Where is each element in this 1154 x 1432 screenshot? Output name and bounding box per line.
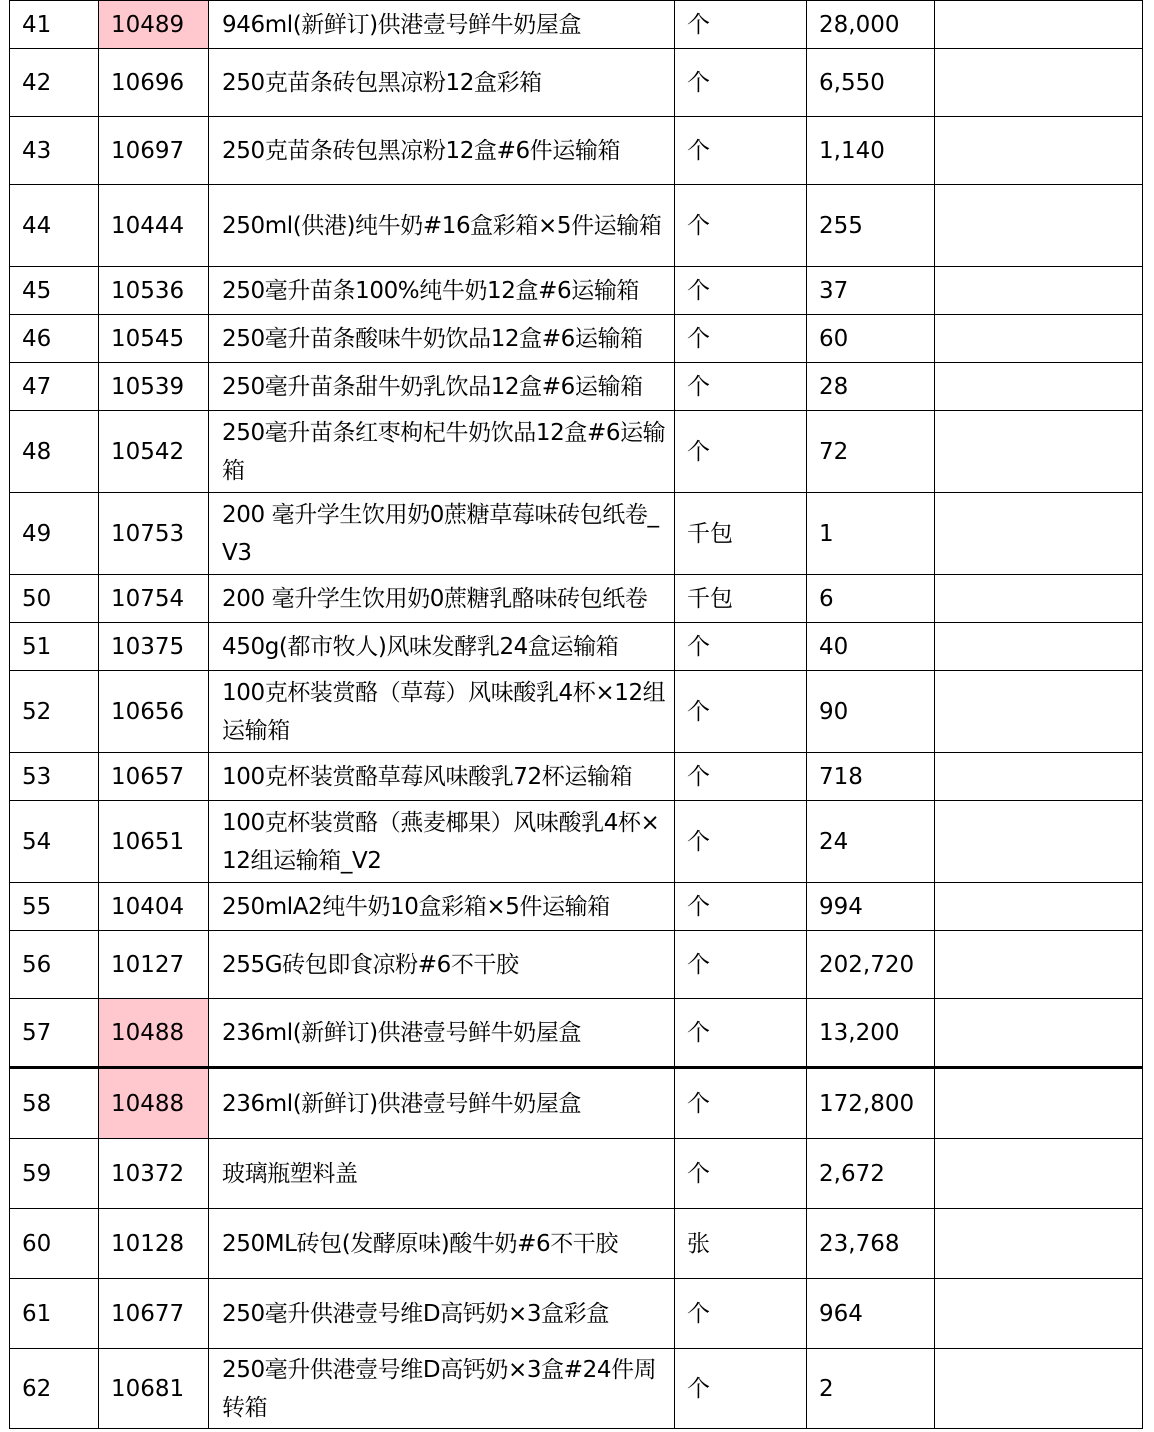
unit-cell[interactable]: 个 [675,801,807,883]
quantity-cell[interactable]: 964 [807,1279,935,1349]
material-name-cell[interactable]: 250克苗条砖包黑凉粉12盒#6件运输箱 [209,117,675,185]
material-code-cell[interactable]: 10372 [99,1139,209,1209]
remark-cell[interactable] [935,315,1143,363]
row-number-cell[interactable]: 57 [10,999,99,1068]
unit-cell[interactable]: 个 [675,1068,807,1139]
material-name-cell[interactable]: 450g(都市牧人)风味发酵乳24盒运输箱 [209,623,675,671]
quantity-cell[interactable]: 28 [807,363,935,411]
material-code-cell[interactable]: 10651 [99,801,209,883]
material-code-cell[interactable]: 10697 [99,117,209,185]
material-name-cell[interactable]: 250mlA2纯牛奶10盒彩箱×5件运输箱 [209,883,675,931]
table-row [10,883,1143,931]
material-name-cell[interactable]: 250毫升供港壹号维D高钙奶×3盒彩盒 [209,1279,675,1349]
table-row [10,493,1143,575]
unit-cell[interactable]: 个 [675,267,807,315]
remark-cell[interactable] [935,267,1143,315]
material-name-cell[interactable]: 250毫升供港壹号维D高钙奶×3盒#24件周转箱 [209,1349,675,1429]
unit-cell[interactable]: 个 [675,185,807,267]
material-name-cell[interactable]: 100克杯装赏酪（草莓）风味酸乳4杯×12组运输箱 [209,671,675,753]
material-code-cell[interactable]: 10677 [99,1279,209,1349]
table-row [10,1209,1143,1279]
quantity-cell[interactable]: 90 [807,671,935,753]
table-row [10,363,1143,411]
material-name-cell[interactable]: 946ml(新鲜订)供港壹号鲜牛奶屋盒 [209,1,675,49]
unit-cell[interactable]: 千包 [675,493,807,575]
material-table-body [10,1,1143,1429]
table-row [10,1279,1143,1349]
material-code-cell[interactable]: 10127 [99,931,209,999]
row-number-cell[interactable]: 44 [10,185,99,267]
quantity-cell[interactable]: 1,140 [807,117,935,185]
table-row [10,1349,1143,1429]
table-row [10,315,1143,363]
unit-cell[interactable]: 千包 [675,575,807,623]
remark-cell[interactable] [935,185,1143,267]
unit-cell[interactable]: 个 [675,1349,807,1429]
table-row [10,49,1143,117]
remark-cell[interactable] [935,575,1143,623]
remark-cell[interactable] [935,1279,1143,1349]
material-name-cell[interactable]: 250毫升苗条酸味牛奶饮品12盒#6运输箱 [209,315,675,363]
unit-cell[interactable]: 个 [675,623,807,671]
unit-cell[interactable]: 个 [675,1,807,49]
material-code-cell[interactable]: 10536 [99,267,209,315]
unit-cell[interactable]: 个 [675,671,807,753]
material-code-cell[interactable]: 10754 [99,575,209,623]
row-number-cell[interactable]: 41 [10,1,99,49]
material-code-cell[interactable]: 10489 [99,1,209,49]
quantity-cell[interactable]: 2,672 [807,1139,935,1209]
remark-cell[interactable] [935,411,1143,493]
material-name-cell[interactable]: 200 毫升学生饮用奶0蔗糖乳酪味砖包纸卷 [209,575,675,623]
material-code-cell[interactable]: 10375 [99,623,209,671]
row-number-cell[interactable]: 52 [10,671,99,753]
material-name-cell[interactable]: 250毫升苗条甜牛奶乳饮品12盒#6运输箱 [209,363,675,411]
quantity-cell[interactable]: 6 [807,575,935,623]
row-number-cell[interactable]: 51 [10,623,99,671]
table-row [10,185,1143,267]
row-number-cell[interactable]: 43 [10,117,99,185]
table-row [10,1139,1143,1209]
remark-cell[interactable] [935,1349,1143,1429]
row-number-cell[interactable]: 48 [10,411,99,493]
table-row [10,801,1143,883]
material-name-cell[interactable]: 100克杯装赏酪草莓风味酸乳72杯运输箱 [209,753,675,801]
material-code-cell[interactable]: 10488 [99,999,209,1068]
unit-cell[interactable]: 个 [675,931,807,999]
material-code-cell[interactable]: 10681 [99,1349,209,1429]
remark-cell[interactable] [935,999,1143,1068]
material-code-cell[interactable]: 10696 [99,49,209,117]
unit-cell[interactable]: 个 [675,49,807,117]
table-row [10,411,1143,493]
material-name-cell[interactable]: 250ml(供港)纯牛奶#16盒彩箱×5件运输箱 [209,185,675,267]
unit-cell[interactable]: 个 [675,883,807,931]
material-code-cell[interactable]: 10545 [99,315,209,363]
unit-cell[interactable]: 个 [675,315,807,363]
material-name-cell[interactable]: 250克苗条砖包黑凉粉12盒彩箱 [209,49,675,117]
unit-cell[interactable]: 个 [675,1279,807,1349]
quantity-cell[interactable]: 24 [807,801,935,883]
material-code-cell[interactable]: 10753 [99,493,209,575]
row-number-cell[interactable]: 55 [10,883,99,931]
unit-cell[interactable]: 个 [675,753,807,801]
table-row [10,671,1143,753]
table-row [10,999,1143,1068]
quantity-cell[interactable]: 172,800 [807,1068,935,1139]
remark-cell[interactable] [935,1139,1143,1209]
material-name-cell[interactable]: 255G砖包即食凉粉#6不干胶 [209,931,675,999]
remark-cell[interactable] [935,801,1143,883]
row-number-cell[interactable]: 58 [10,1068,99,1139]
material-code-cell[interactable]: 10128 [99,1209,209,1279]
table-row [10,1068,1143,1139]
material-name-cell[interactable]: 玻璃瓶塑料盖 [209,1139,675,1209]
row-number-cell[interactable]: 59 [10,1139,99,1209]
table-row [10,623,1143,671]
remark-cell[interactable] [935,1,1143,49]
row-number-cell[interactable]: 62 [10,1349,99,1429]
quantity-cell[interactable]: 6,550 [807,49,935,117]
material-code-cell[interactable]: 10404 [99,883,209,931]
quantity-cell[interactable]: 2 [807,1349,935,1429]
unit-cell[interactable]: 个 [675,411,807,493]
material-code-cell[interactable]: 10657 [99,753,209,801]
material-name-cell[interactable]: 250毫升苗条红枣枸杞牛奶饮品12盒#6运输箱 [209,411,675,493]
remark-cell[interactable] [935,49,1143,117]
remark-cell[interactable] [935,493,1143,575]
material-name-cell[interactable]: 236ml(新鲜订)供港壹号鲜牛奶屋盒 [209,1068,675,1139]
remark-cell[interactable] [935,1068,1143,1139]
unit-cell[interactable]: 个 [675,1139,807,1209]
remark-cell[interactable] [935,117,1143,185]
unit-cell[interactable]: 个 [675,999,807,1068]
remark-cell[interactable] [935,623,1143,671]
material-name-cell[interactable]: 250毫升苗条100%纯牛奶12盒#6运输箱 [209,267,675,315]
material-code-cell[interactable]: 10539 [99,363,209,411]
material-name-cell[interactable]: 236ml(新鲜订)供港壹号鲜牛奶屋盒 [209,999,675,1068]
remark-cell[interactable] [935,671,1143,753]
row-number-cell[interactable]: 46 [10,315,99,363]
row-number-cell[interactable]: 53 [10,753,99,801]
remark-cell[interactable] [935,883,1143,931]
table-row [10,575,1143,623]
quantity-cell[interactable]: 60 [807,315,935,363]
quantity-cell[interactable]: 37 [807,267,935,315]
remark-cell[interactable] [935,931,1143,999]
material-table [9,0,1143,1429]
unit-cell[interactable]: 个 [675,117,807,185]
material-name-cell[interactable]: 200 毫升学生饮用奶0蔗糖草莓味砖包纸卷_V3 [209,493,675,575]
row-number-cell[interactable]: 49 [10,493,99,575]
row-number-cell[interactable]: 50 [10,575,99,623]
row-number-cell[interactable]: 45 [10,267,99,315]
material-code-cell[interactable]: 10656 [99,671,209,753]
material-code-cell[interactable]: 10488 [99,1068,209,1139]
row-number-cell[interactable]: 61 [10,1279,99,1349]
row-number-cell[interactable]: 56 [10,931,99,999]
table-row [10,1,1143,49]
row-number-cell[interactable]: 47 [10,363,99,411]
material-code-cell[interactable]: 10542 [99,411,209,493]
table-row [10,753,1143,801]
unit-cell[interactable]: 个 [675,363,807,411]
material-name-cell[interactable]: 100克杯装赏酪（燕麦椰果）风味酸乳4杯×12组运输箱_V2 [209,801,675,883]
row-number-cell[interactable]: 42 [10,49,99,117]
quantity-cell[interactable]: 13,200 [807,999,935,1068]
quantity-cell[interactable]: 72 [807,411,935,493]
quantity-cell[interactable]: 255 [807,185,935,267]
quantity-cell[interactable]: 202,720 [807,931,935,999]
remark-cell[interactable] [935,753,1143,801]
quantity-cell[interactable]: 28,000 [807,1,935,49]
remark-cell[interactable] [935,363,1143,411]
quantity-cell[interactable]: 994 [807,883,935,931]
table-row [10,117,1143,185]
quantity-cell[interactable]: 1 [807,493,935,575]
table-row [10,931,1143,999]
material-code-cell[interactable]: 10444 [99,185,209,267]
material-name-cell[interactable]: 250ML砖包(发酵原味)酸牛奶#6不干胶 [209,1209,675,1279]
quantity-cell[interactable]: 23,768 [807,1209,935,1279]
table-row [10,267,1143,315]
quantity-cell[interactable]: 40 [807,623,935,671]
row-number-cell[interactable]: 60 [10,1209,99,1279]
unit-cell[interactable]: 张 [675,1209,807,1279]
quantity-cell[interactable]: 718 [807,753,935,801]
remark-cell[interactable] [935,1209,1143,1279]
row-number-cell[interactable]: 54 [10,801,99,883]
